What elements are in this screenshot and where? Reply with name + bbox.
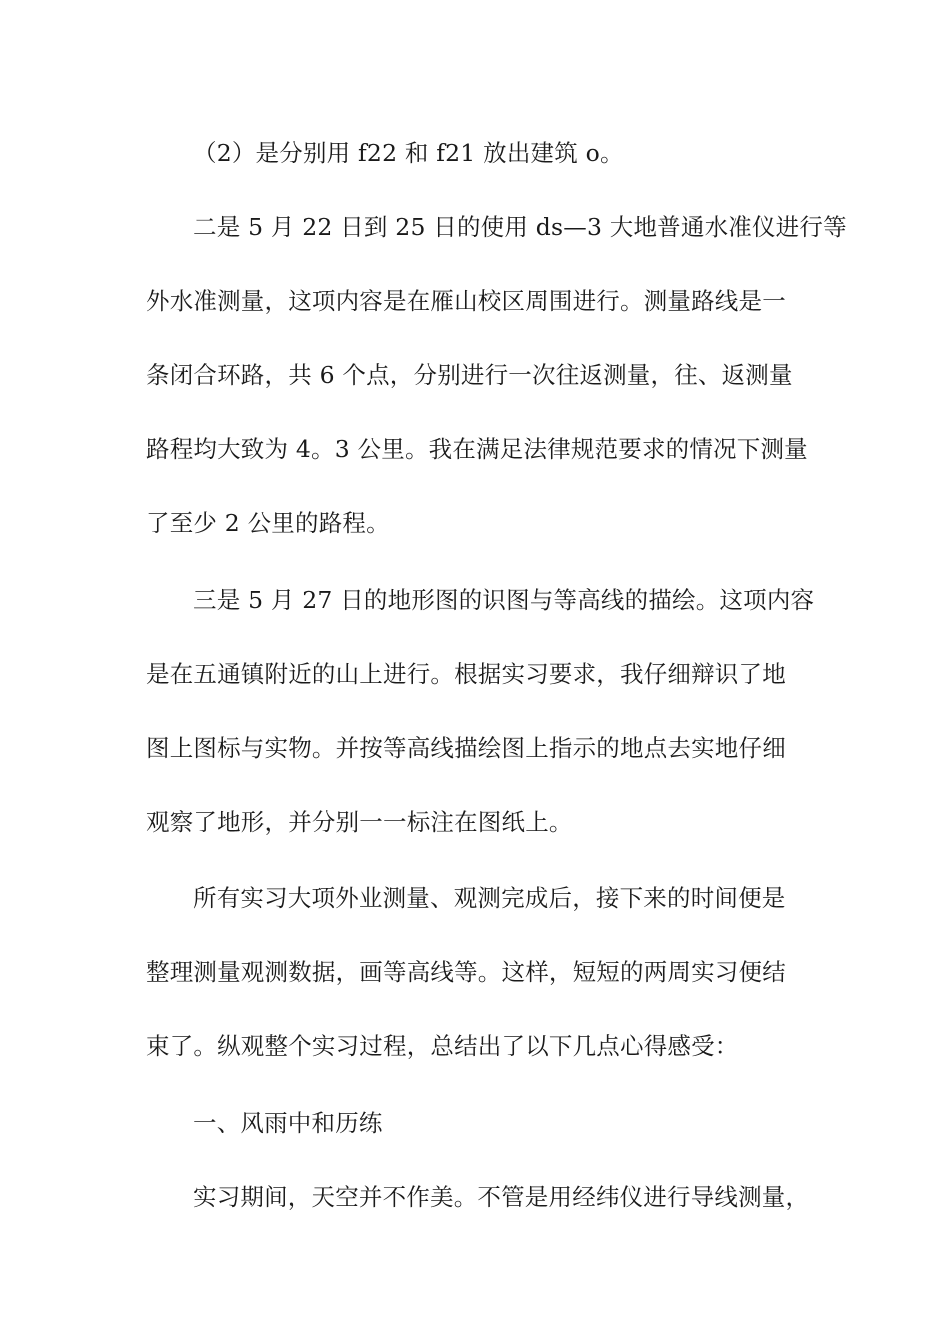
paragraph-line: 条闭合环路，共 6 个点，分别进行一次往返测量，往、返测量	[146, 361, 793, 389]
section-heading: 一、风雨中和历练	[193, 1109, 383, 1137]
paragraph-line: 是在五通镇附近的山上进行。根据实习要求，我仔细辩识了地	[146, 660, 786, 688]
paragraph-line: 所有实习大项外业测量、观测完成后，接下来的时间便是	[193, 884, 786, 912]
paragraph-line: 整理测量观测数据，画等高线等。这样，短短的两周实习便结	[146, 958, 786, 986]
paragraph-line: 图上图标与实物。并按等高线描绘图上指示的地点去实地仔细	[146, 734, 786, 762]
paragraph-line: （2）是分别用 f22 和 f21 放出建筑 o。	[193, 139, 624, 167]
paragraph-line: 观察了地形，并分别一一标注在图纸上。	[146, 808, 573, 836]
paragraph-line: 实习期间，天空并不作美。不管是用经纬仪进行导线测量，	[193, 1183, 810, 1211]
paragraph-line: 束了。纵观整个实习过程，总结出了以下几点心得感受：	[146, 1032, 739, 1060]
paragraph-line: 了至少 2 公里的路程。	[146, 509, 390, 537]
paragraph-line: 外水准测量，这项内容是在雁山校区周围进行。测量路线是一	[146, 287, 786, 315]
paragraph-line: 三是 5 月 27 日的地形图的识图与等高线的描绘。这项内容	[193, 586, 815, 614]
paragraph-line: 路程均大致为 4。3 公里。我在满足法律规范要求的情况下测量	[146, 435, 808, 463]
paragraph-line: 二是 5 月 22 日到 25 日的使用 ds—3 大地普通水准仪进行等	[193, 213, 847, 241]
